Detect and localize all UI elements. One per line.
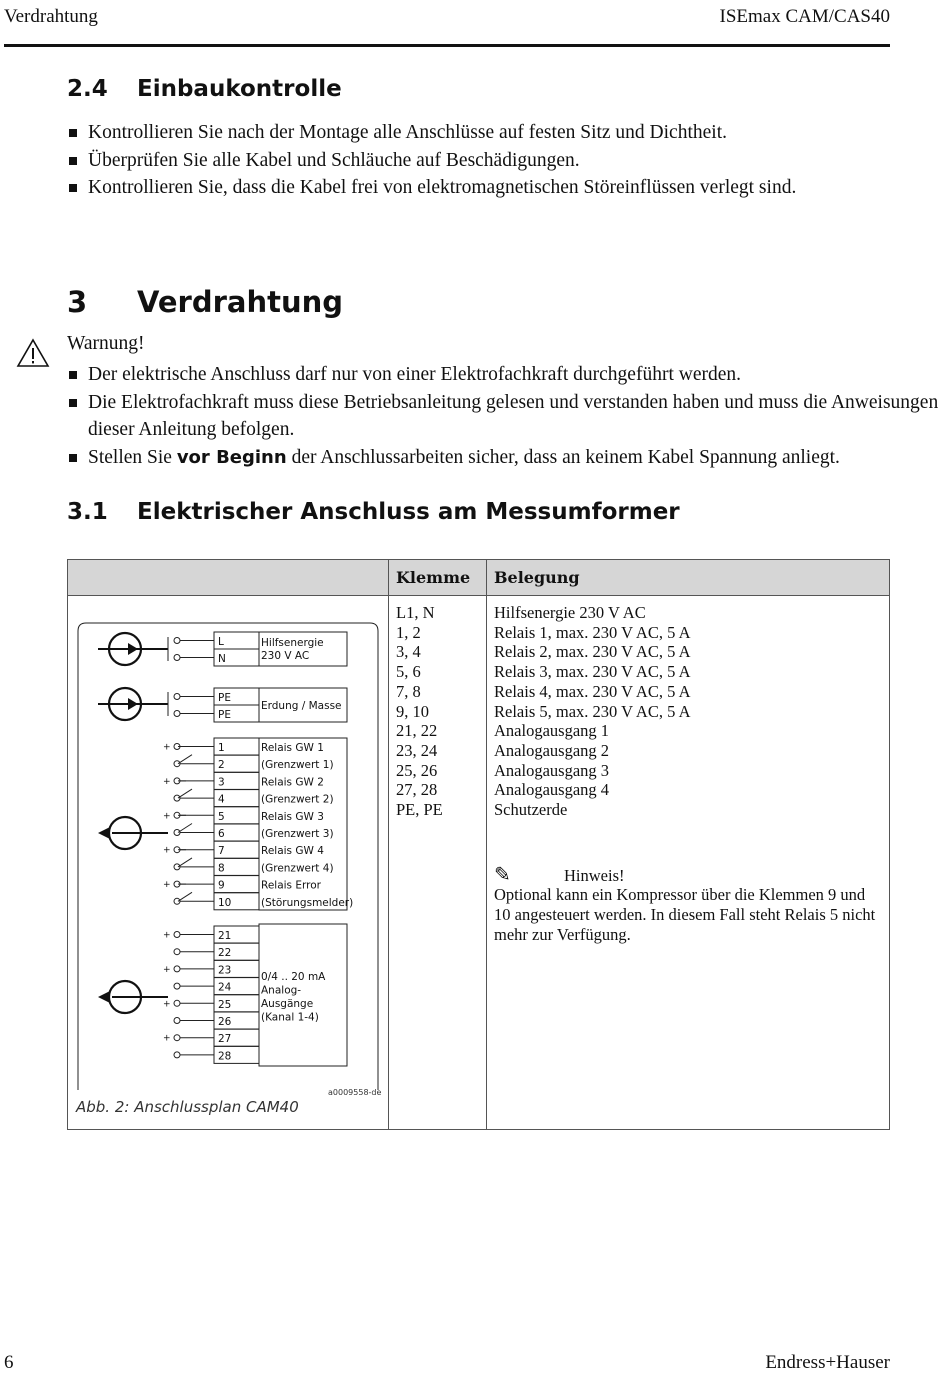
- relay-label: Relais GW 3: [261, 810, 324, 823]
- list-item: Überprüfen Sie alle Kabel und Schläuche auf Beschädigungen.: [67, 147, 796, 175]
- terminal-dot: [174, 694, 180, 700]
- list-item: Der elektrische Anschluss darf nur von einer Elektrofachkraft durchgeführt werden.: [67, 361, 950, 389]
- arrow-head: [98, 827, 110, 839]
- chapter-number: 3: [67, 285, 88, 319]
- terminal-label: 8: [218, 862, 225, 875]
- pencil-icon: ✎: [494, 863, 511, 886]
- terminal-id: 25, 26: [396, 760, 438, 780]
- analog-label: Analog-: [261, 984, 302, 997]
- terminal-dot: [174, 949, 180, 955]
- terminal-id: PE, PE: [396, 800, 443, 820]
- warning-list: [67, 361, 950, 471]
- terminal-id: 21, 22: [396, 721, 438, 741]
- terminal-id: 27, 28: [396, 780, 438, 800]
- terminal-assignment: Analogausgang 2: [494, 740, 610, 760]
- terminal-label: 5: [218, 810, 225, 823]
- terminal-dot: [174, 864, 180, 870]
- diagram-body: [98, 632, 353, 1066]
- relay-label: Relais GW 4: [261, 845, 324, 858]
- arrow-head: [98, 991, 110, 1003]
- relay-label: Relais GW 1: [261, 742, 324, 754]
- note-block: [494, 863, 889, 945]
- brand-footer: Endress+Hauser: [765, 1352, 890, 1373]
- plus-sign: +: [163, 845, 171, 856]
- terminal-id: 7, 8: [396, 681, 421, 701]
- terminal-id: 1, 2: [396, 622, 421, 642]
- terminal-assignment: Analogausgang 3: [494, 760, 610, 780]
- terminal-label: 26: [218, 1016, 232, 1028]
- power-label: Hilfsenergie: [261, 637, 324, 649]
- plus-sign: +: [163, 1033, 171, 1044]
- relay-label: (Grenzwert 1): [261, 759, 334, 772]
- terminal-id: L1, N: [396, 603, 435, 622]
- warning-triangle-icon: [16, 338, 50, 368]
- section-number: 3.1: [67, 499, 108, 525]
- analog-label: Ausgänge: [261, 998, 314, 1010]
- plus-sign: +: [163, 930, 171, 941]
- terminal-label: 10: [218, 896, 232, 909]
- section-heading-3-1: [67, 499, 680, 525]
- terminal-dot: [174, 983, 180, 989]
- section-heading-2-4: [67, 76, 342, 102]
- terminal-dot: [174, 830, 180, 836]
- switch-blade: [178, 824, 192, 833]
- pe-label: Erdung / Masse: [261, 700, 342, 712]
- terminal-id: 3, 4: [396, 642, 421, 662]
- table-header-figure: [68, 560, 389, 596]
- terminal-assignment: Relais 1, max. 230 V AC, 5 A: [494, 622, 691, 642]
- terminal-dot: [174, 966, 180, 972]
- terminal-dot: [174, 1000, 180, 1006]
- plus-sign: +: [163, 776, 171, 787]
- terminal-assignment-table: [67, 559, 890, 1130]
- terminal-label: 27: [218, 1033, 232, 1046]
- checklist-2-4: [67, 119, 796, 202]
- arrow-head: [128, 698, 138, 710]
- terminal-label: 4: [218, 793, 225, 806]
- terminal-label: 24: [218, 981, 232, 994]
- terminal-label: PE: [218, 709, 231, 721]
- terminal-label: 6: [218, 828, 225, 840]
- terminal-assignment: Hilfsenergie 230 V AC: [494, 603, 646, 622]
- section-title: Elektrischer Anschluss am Messumformer: [137, 499, 680, 525]
- terminal-dot: [174, 638, 180, 644]
- note-text: Optional kann ein Kompressor über die Klemmen 9 und 10 angesteuert werden. In diesem Fall steht Relais 5 nicht mehr zur Verfügung.: [494, 885, 876, 944]
- relay-label: (Grenzwert 4): [261, 862, 334, 875]
- terminal-dot: [174, 1035, 180, 1041]
- list-item: Kontrollieren Sie nach der Montage alle Anschlüsse auf festen Sitz und Dichtheit.: [67, 119, 796, 147]
- terminal-label: L: [218, 636, 224, 648]
- power-label: 230 V AC: [261, 650, 310, 662]
- terminal-dot: [174, 1052, 180, 1058]
- header-rule: [4, 44, 890, 47]
- plus-sign: +: [163, 811, 171, 822]
- terminal-dot: [174, 932, 180, 938]
- terminal-label: 23: [218, 964, 232, 977]
- section-number: 2.4: [67, 76, 108, 102]
- terminal-id: 5, 6: [396, 662, 421, 682]
- wiring-diagram: [68, 596, 388, 1096]
- plus-sign: +: [163, 742, 171, 753]
- switch-blade: [178, 755, 192, 764]
- chapter-title: Verdrahtung: [137, 285, 344, 319]
- figure-code: a0009558-de: [328, 1088, 382, 1097]
- figure-cell: [68, 596, 389, 1130]
- terminal-dot: [174, 898, 180, 904]
- list-item: Die Elektrofachkraft muss diese Betriebsanleitung gelesen und verstanden haben und muss die Anweisungen dieser Anleitung befolgen.: [67, 389, 950, 444]
- terminal-label: 2: [218, 759, 225, 772]
- terminal-label: 28: [218, 1050, 232, 1063]
- terminal-id: 23, 24: [396, 740, 438, 760]
- plus-sign: +: [163, 964, 171, 975]
- analog-label: (Kanal 1-4): [261, 1011, 319, 1024]
- terminal-assignment: Relais 4, max. 230 V AC, 5 A: [494, 681, 691, 701]
- terminal-label: 25: [218, 998, 232, 1011]
- terminal-assignment: Relais 2, max. 230 V AC, 5 A: [494, 642, 691, 662]
- terminal-label: 7: [218, 845, 225, 858]
- relay-label: (Grenzwert 2): [261, 793, 334, 806]
- terminal-label: N: [218, 653, 226, 665]
- terminal-dot: [174, 711, 180, 717]
- terminal-assignment: Analogausgang 1: [494, 721, 610, 741]
- chapter-heading-3: [67, 285, 343, 319]
- relay-label: Relais Error: [261, 879, 321, 892]
- terminal-label: 3: [218, 776, 225, 789]
- table-header-klemme: Klemme: [389, 560, 487, 596]
- switch-blade: [178, 789, 192, 798]
- klemme-column: [389, 596, 487, 1130]
- relay-label: (Grenzwert 3): [261, 828, 334, 840]
- warning-label: Warnung!: [67, 333, 145, 354]
- section-title: Einbaukontrolle: [137, 76, 342, 102]
- terminal-label: 22: [218, 947, 232, 960]
- relay-label: (Störungsmelder): [261, 896, 354, 909]
- terminal-assignment: Schutzerde: [494, 800, 568, 820]
- analog-label: 0/4 .. 20 mA: [261, 971, 326, 983]
- terminal-label: 1: [218, 742, 225, 754]
- terminal-dot: [174, 795, 180, 801]
- page-number: 6: [4, 1352, 14, 1373]
- terminal-id: 9, 10: [396, 701, 429, 721]
- terminal-label: PE: [218, 692, 231, 704]
- terminal-label: 9: [218, 879, 225, 892]
- figure-caption: Abb. 2: Anschlussplan CAM40: [76, 1098, 299, 1116]
- terminal-dot: [174, 655, 180, 661]
- terminal-assignment: Analogausgang 4: [494, 780, 610, 800]
- terminal-dot: [174, 761, 180, 767]
- terminal-assignment: Relais 5, max. 230 V AC, 5 A: [494, 701, 691, 721]
- table-header-belegung: Belegung: [487, 560, 890, 596]
- switch-blade: [178, 858, 192, 867]
- relay-label: Relais GW 2: [261, 776, 324, 789]
- arrow-head: [128, 643, 138, 655]
- list-item: Stellen Sie vor Beginn der Anschlussarbeiten sicher, dass an keinem Kabel Spannung anliegt.: [67, 444, 950, 472]
- list-item: Kontrollieren Sie, dass die Kabel frei von elektromagnetischen Störeinflüssen verlegt sind.: [67, 174, 796, 202]
- terminal-assignment: Relais 3, max. 230 V AC, 5 A: [494, 662, 691, 682]
- note-label: Hinweis!: [564, 865, 625, 885]
- running-header-product: ISEmax CAM/CAS40: [719, 6, 890, 27]
- belegung-column: [487, 596, 890, 1130]
- terminal-label: 21: [218, 930, 232, 942]
- switch-blade: [178, 892, 192, 901]
- terminal-dot: [174, 1018, 180, 1024]
- plus-sign: +: [163, 999, 171, 1010]
- running-header-section: Verdrahtung: [4, 6, 98, 27]
- plus-sign: +: [163, 880, 171, 891]
